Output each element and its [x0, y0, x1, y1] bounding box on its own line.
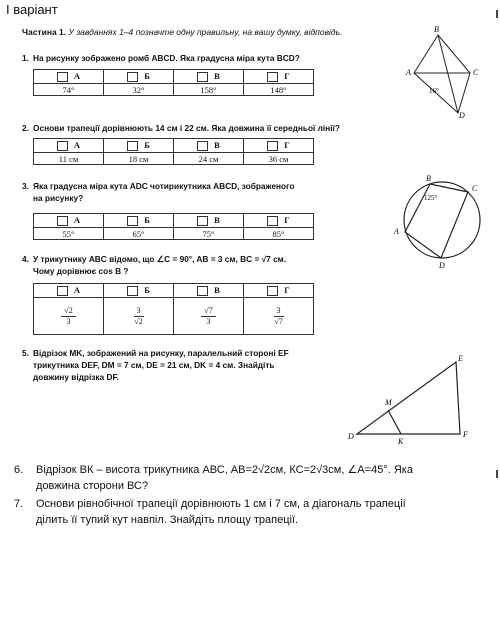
label-k: K — [398, 437, 404, 446]
checkbox[interactable] — [57, 286, 68, 296]
checkbox[interactable] — [267, 141, 278, 151]
circle-figure — [388, 170, 493, 270]
part-label: Частина 1. — [22, 27, 67, 37]
label-b: B — [434, 25, 439, 34]
option-a[interactable]: А — [34, 214, 104, 228]
question-5: 5. Відрізок MK, зображений на рисунку, паралельний стороні EF трикутника DEF, DM = 7 см, DE = 21 см, DK = 4 см. Знайдіть довжину відрізка DF. — [22, 348, 289, 382]
checkbox[interactable] — [197, 141, 208, 151]
checkbox[interactable] — [57, 141, 68, 151]
answer-value: 148° — [244, 84, 314, 96]
answer-value: 18 см — [104, 153, 174, 165]
label-d: D — [348, 432, 354, 441]
checkbox[interactable] — [127, 286, 138, 296]
question-1: 1. На рисунку зображено ромб ABCD. Яка градусна міра кута BCD? — [22, 53, 300, 63]
answer-value: 32° — [104, 84, 174, 96]
variant-title: І варіант — [6, 2, 58, 17]
label-b: B — [426, 174, 431, 183]
segment-mk — [388, 410, 401, 434]
checkbox[interactable] — [267, 286, 278, 296]
answer-value: 85° — [244, 228, 314, 240]
answer-value: 11 см — [34, 153, 104, 165]
answer-value: 55° — [34, 228, 104, 240]
edge-mark — [496, 10, 498, 18]
option-c[interactable]: В — [174, 70, 244, 84]
answer-value: 75° — [174, 228, 244, 240]
checkbox[interactable] — [197, 286, 208, 296]
answer-table-4 — [33, 283, 314, 335]
option-b[interactable]: Б — [104, 139, 174, 153]
option-d[interactable]: Г — [244, 284, 314, 298]
answer-fraction: $\frac{3}{√2}$ — [104, 298, 174, 335]
option-b[interactable]: Б — [104, 284, 174, 298]
label-d: D — [459, 111, 465, 120]
label-a: A — [394, 227, 399, 236]
checkbox[interactable] — [127, 72, 138, 82]
option-d[interactable]: Г — [244, 214, 314, 228]
label-e: E — [458, 354, 463, 363]
answer-table-2 — [33, 138, 314, 165]
answer-table-3 — [33, 213, 314, 240]
answer-fraction: $\frac{3}{√7}$ — [244, 298, 314, 335]
option-b[interactable]: Б — [104, 70, 174, 84]
circle — [404, 182, 480, 258]
answer-value: 158° — [174, 84, 244, 96]
part-heading — [22, 27, 342, 37]
answer-fraction: $\frac{√7}{3}$ — [174, 298, 244, 335]
question-4: 4. У трикутнику ABC відомо, що ∠C = 90°, AB = 3 см, BC = √7 см. Чому дорівнює cos B ? — [22, 254, 287, 276]
option-b[interactable]: Б — [104, 214, 174, 228]
answer-value: 65° — [104, 228, 174, 240]
task-7: 7. Основи рівнобічної трапеції дорівнюють 1 см і 7 см, а діагональ трапеції ділить її тупий кут навпіл. Знайдіть площу трапеції. — [14, 498, 406, 526]
label-a: A — [406, 68, 411, 77]
label-c: C — [472, 184, 478, 193]
option-c[interactable]: В — [174, 139, 244, 153]
rhombus-figure — [400, 25, 490, 120]
answer-table-1 — [33, 69, 314, 96]
triangle-def — [357, 362, 460, 434]
checkbox[interactable] — [197, 72, 208, 82]
part-instruction: У завданнях 1–4 позначте одну правильну, на вашу думку, відповідь. — [68, 27, 343, 37]
checkbox[interactable] — [267, 72, 278, 82]
checkbox[interactable] — [127, 216, 138, 226]
answer-value: 74° — [34, 84, 104, 96]
rhombus-shape — [414, 35, 470, 113]
triangle-figure — [345, 350, 480, 450]
label-d: D — [439, 261, 445, 270]
option-c[interactable]: В — [174, 214, 244, 228]
angle-label: 16° — [429, 87, 439, 95]
label-c: C — [473, 68, 479, 77]
angle-label: 125° — [424, 194, 438, 202]
option-c[interactable]: В — [174, 284, 244, 298]
task-6: 6. Відрізок ВК – висота трикутника АВС, АВ=2√2см, КС=2√3см, ∠А=45°. Яка довжина сторони ВС? — [14, 464, 413, 492]
label-m: M — [385, 398, 392, 407]
checkbox[interactable] — [197, 216, 208, 226]
question-2: 2. Основи трапеції дорівнюють 14 см і 22 см. Яка довжина її середньої лінії? — [22, 123, 340, 133]
checkbox[interactable] — [267, 216, 278, 226]
checkbox[interactable] — [57, 72, 68, 82]
question-3: 3. Яка градусна міра кута ADC чотирикутника ABCD, зображеного на рисунку? — [22, 181, 295, 203]
answer-value: 36 см — [244, 153, 314, 165]
checkbox[interactable] — [57, 216, 68, 226]
answer-value: 24 см — [174, 153, 244, 165]
option-a[interactable]: А — [34, 284, 104, 298]
option-d[interactable]: Г — [244, 139, 314, 153]
option-a[interactable]: А — [34, 70, 104, 84]
option-a[interactable]: А — [34, 139, 104, 153]
option-d[interactable]: Г — [244, 70, 314, 84]
edge-mark — [496, 470, 498, 478]
checkbox[interactable] — [127, 141, 138, 151]
label-f: F — [463, 430, 468, 439]
answer-fraction: $\frac{√2}{3}$ — [34, 298, 104, 335]
